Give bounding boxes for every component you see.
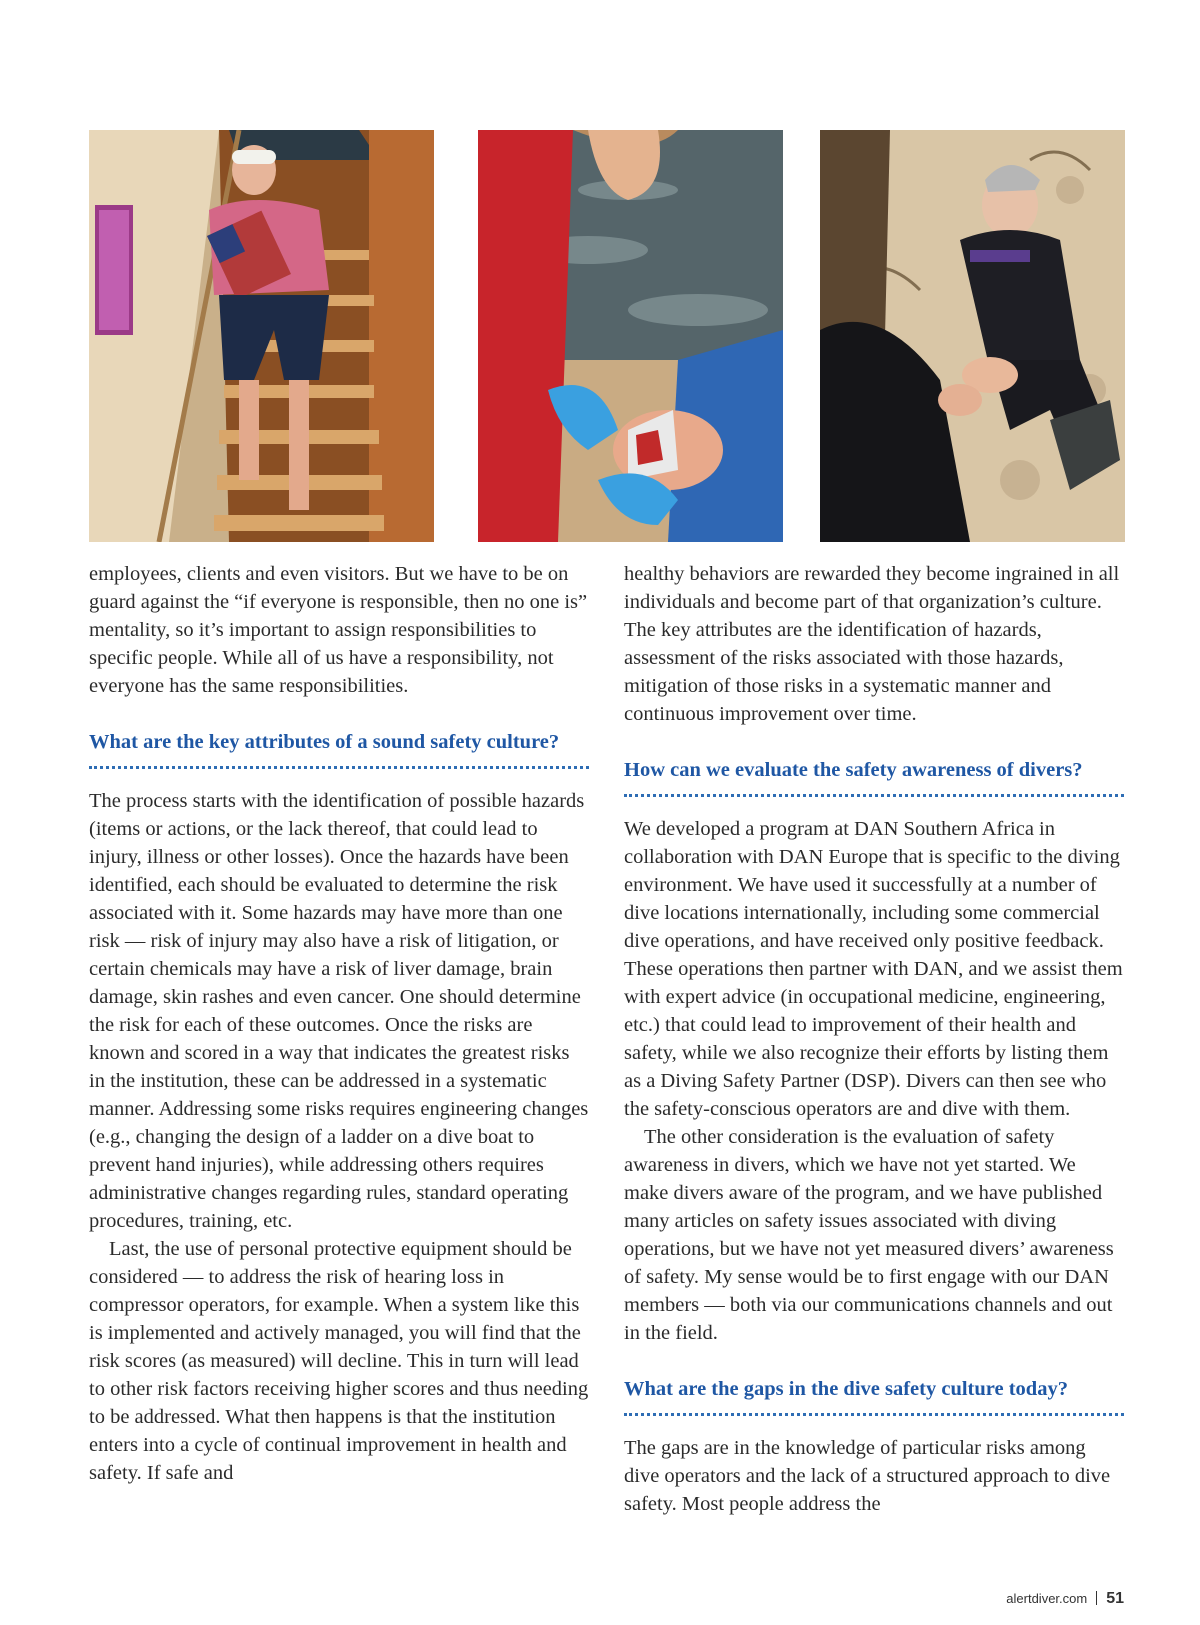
article-column-right (624, 560, 1124, 1518)
dotted-divider (624, 1413, 1124, 1416)
footer-separator (1096, 1591, 1097, 1605)
photo-diver-foot-injury (820, 130, 1125, 542)
dotted-divider (624, 794, 1124, 797)
paragraph: Last, the use of personal protective equipment should be considered — to address the risk of hearing loss in compressor operators, for example. When a system like this is implemented and actively managed, you will find that the risk scores (as measured) will decline. This in turn will lead to other risk factors receiving higher scores and thus needing to be addressed. What then happens is that the institution enters into a cycle of continual improvement in health and safety. If safe and (89, 1238, 589, 1484)
paragraph: We developed a program at DAN Southern Africa in collaboration with DAN Europe that is specific to the diving environment. We have used it successfully at a number of dive locations internationally, including some commercial dive operations, and have received only positive feedback. These operations then partner with DAN, and we assist them with expert advice (in occupational medicine, engineering, etc.) that could lead to improvement of their health and safety, while we also recognize their efforts by listing them as a Diving Safety Partner (DSP). Divers can then see who the safety-conscious operators are and dive with them. (624, 818, 1123, 1120)
article-column-left (89, 560, 589, 1487)
page-number: 51 (1106, 1590, 1124, 1607)
dotted-divider (89, 766, 589, 769)
paragraph: The process starts with the identification of possible hazards (items or actions, or the lack thereof, that could lead to injury, illness or other losses). Once the hazards have been identified, each should be evaluated to determine the risk associated with it. Some hazards may have more than one risk — risk of injury may also have a risk of litigation, or certain chemicals may have a risk of liver damage, brain damage, skin rashes and even cancer. One should determine the risk for each of these outcomes. Once the risks are known and scored in a way that indicates the greatest risks in the institution, these can be addressed in a systematic manner. Addressing some risks requires engineering changes (e.g., changing the design of a ladder on a dive boat to prevent hand injuries), while addressing others requires administrative changes regarding rules, standard operating procedures, training, etc. (89, 790, 589, 1232)
site-link[interactable]: alertdiver.com (1006, 1591, 1088, 1606)
paragraph: healthy behaviors are rewarded they become ingrained in all individuals and become part of that organization’s culture. The key attributes are the identification of hazards, assessment of the risks associated with those hazards, mitigation of those risks in a systematic manner and continuous improvement over time. (624, 563, 1120, 725)
photo-man-on-stairs (89, 130, 434, 542)
paragraph: The other consideration is the evaluation of safety awareness in divers, which we have not yet started. We make divers aware of the program, and we have published many articles on safety issues associated with diving operations, but we have not yet measured divers’ awareness of safety. My sense would be to first engage with our DAN members — both via our communications channels and out in the field. (624, 1126, 1114, 1344)
paragraph: The gaps are in the knowledge of particular risks among dive operators and the lack of a structured approach to dive safety. Most people address the (624, 1437, 1111, 1515)
section-heading: What are the key attributes of a sound safety culture? (89, 731, 560, 753)
section-heading: What are the gaps in the dive safety culture today? (624, 1378, 1068, 1400)
photo-head-injury-first-aid (478, 130, 783, 542)
section-heading: How can we evaluate the safety awareness of divers? (624, 759, 1083, 781)
paragraph: employees, clients and even visitors. But we have to be on guard against the “if everyone is responsible, then no one is” mentality, so it’s important to assign responsibilities to specific people. While all of us have a responsibility, not everyone has the same responsibilities. (89, 563, 588, 697)
page-footer (1006, 1590, 1124, 1608)
